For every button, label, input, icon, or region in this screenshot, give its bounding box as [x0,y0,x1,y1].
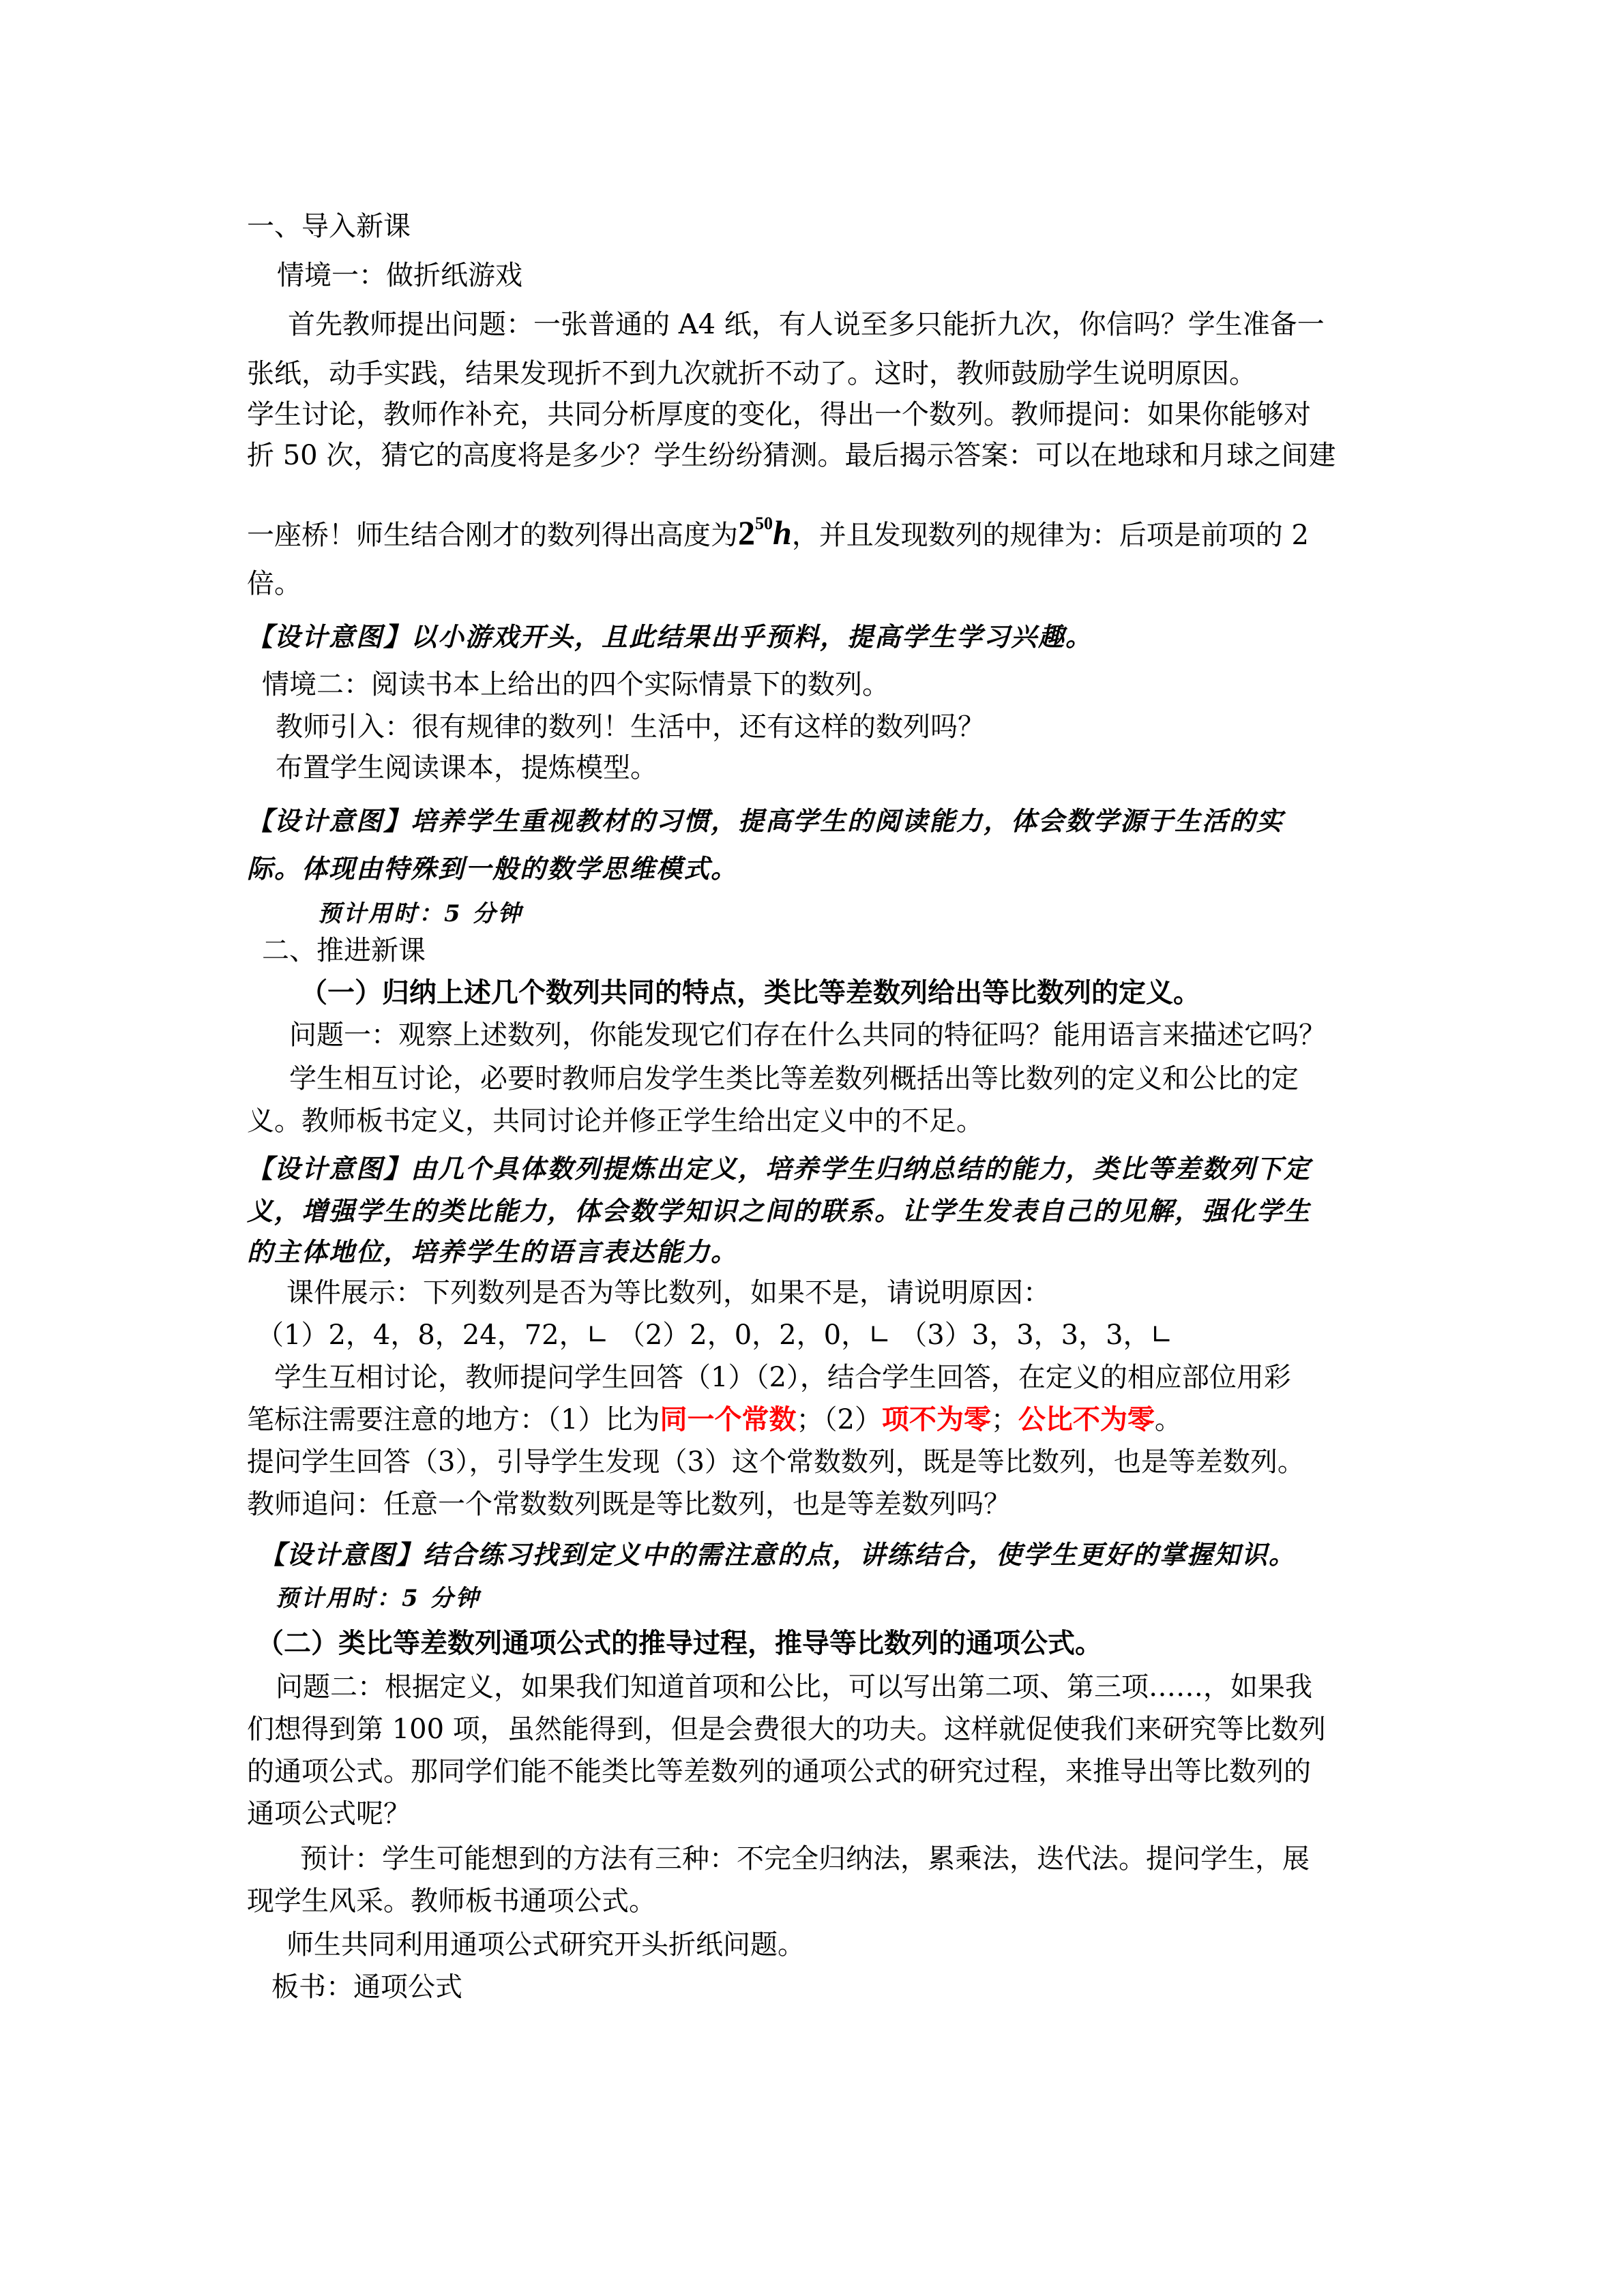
scene2-line2: 布置学生阅读课本，提炼模型。 [276,752,658,784]
scene2-title: 情境二：阅读书本上给出的四个实际情景下的数列。 [262,669,889,700]
discussion-line2-b: ；（2） [796,1404,882,1435]
formula-variable: h [773,513,792,552]
scene1-title: 情境一：做折纸游戏 [277,260,522,291]
subsection1-title: （一）归纳上述几个数列共同的特点，类比等差数列给出等比数列的定义。 [300,977,1200,1009]
sequence-examples: （1）2，4，8，24，72，∟ （2）2，0，2，0，∟ （3）3，3，3，3，∟ [256,1320,1174,1351]
board-line: 板书：通项公式 [271,1971,462,2003]
design-intent-2-line1: 【设计意图】培养学生重视教材的习惯，提高学生的阅读能力，体会数学源于生活的实 [247,805,1284,836]
question1-line3: 义。教师板书定义，共同讨论并修正学生给出定义中的不足。 [247,1105,984,1137]
courseware-show: 课件展示：下列数列是否为等比数列，如果不是，请说明原因： [286,1277,1050,1309]
discussion-line2-a: 笔标注需要注意的地方：（1）比为 [247,1404,660,1435]
highlight-term-nonzero: 项不为零 [881,1404,991,1435]
formula-exponent: 50 [755,513,773,533]
subsection2-title: （二）类比等差数列通项公式的推导过程，推导等比数列的通项公式。 [256,1628,1102,1659]
discussion-line2 [247,1401,1182,1439]
paragraph1-line3: 学生讨论，教师作补充，共同分析厚度的变化，得出一个数列。教师提问：如果你能够对 [247,399,1311,430]
discussion-line4: 教师追问：任意一个常数数列既是等比数列，也是等差数列吗？ [247,1489,1011,1520]
discussion-line3: 提问学生回答（3），引导学生发现（3）这个常数数列，既是等比数列，也是等差数列。 [247,1446,1305,1478]
paragraph1-line1: 首先教师提出问题：一张普通的 A4 纸，有人说至多只能折九次，你信吗？学生准备一 [288,309,1325,340]
design-intent-3-line1: 【设计意图】由几个具体数列提炼出定义，培养学生归纳总结的能力，类比等差数列下定 [247,1153,1312,1184]
question2-line3: 的通项公式。那同学们能不能类比等差数列的通项公式的研究过程，来推导出等比数列的 [247,1756,1311,1787]
highlight-ratio-nonzero: 公比不为零 [1018,1404,1155,1435]
paragraph1-line4: 折 50 次，猜它的高度将是多少？学生纷纷猜测。最后揭示答案：可以在地球和月球之间建 [247,440,1336,471]
section2-heading: 二、推进新课 [262,935,426,966]
paragraph1-line5 [247,505,1309,554]
design-intent-3-line3: 的主体地位，培养学生的语言表达能力。 [247,1236,739,1267]
estimated-time-1: 预计用时：5 分钟 [318,900,523,927]
paragraph1-line5-pre: 一座桥！师生结合刚才的数列得出高度为 [247,520,738,551]
design-intent-4: 【设计意图】结合练习找到定义中的需注意的点，讲练结合，使学生更好的掌握知识。 [259,1539,1297,1570]
design-intent-3-line2: 义，增强学生的类比能力，体会数学知识之间的联系。让学生发表自己的见解，强化学生 [247,1195,1312,1226]
discussion-line2-c: ； [990,1404,1018,1435]
formula-base: 2 [738,513,755,552]
question2-line4: 通项公式呢？ [247,1798,411,1830]
paragraph1-line2: 张纸，动手实践，结果发现折不到九次就折不动了。这时，教师鼓励学生说明原因。 [247,358,1256,389]
discussion-line1: 学生互相讨论，教师提问学生回答（1）（2），结合学生回答，在定义的相应部位用彩 [274,1362,1291,1393]
estimated-time-2: 预计用时：5 分钟 [276,1585,481,1612]
prediction-line2: 现学生风采。教师板书通项公式。 [247,1885,656,1917]
paragraph1-line6: 倍。 [247,568,301,599]
highlight-same-constant: 同一个常数 [660,1404,797,1435]
paragraph1-line5-post: ，并且发现数列的规律为：后项是前项的 2 [791,520,1309,551]
scene2-line1: 教师引入：很有规律的数列！生活中，还有这样的数列吗？ [276,711,985,743]
discussion-line2-d: 。 [1154,1404,1182,1435]
design-intent-1: 【设计意图】以小游戏开头，且此结果出乎预料，提高学生学习兴趣。 [247,621,1093,652]
question1-line2: 学生相互讨论，必要时教师启发学生类比等差数列概括出等比数列的定义和公比的定 [289,1063,1299,1094]
question1: 问题一：观察上述数列，你能发现它们存在什么共同的特征吗？能用语言来描述它吗？ [289,1019,1326,1051]
question2-line2: 们想得到第 100 项，虽然能得到，但是会费很大的功夫。这样就促使我们来研究等比数列 [247,1714,1326,1745]
study-line: 师生共同利用通项公式研究开头折纸问题。 [286,1929,805,1960]
design-intent-2-line2: 际。体现由特殊到一般的数学思维模式。 [247,853,739,884]
section1-heading: 一、导入新课 [247,211,411,242]
height-formula [738,513,792,552]
prediction-line1: 预计：学生可能想到的方法有三种：不完全归纳法，累乘法，迭代法。提问学生，展 [300,1843,1310,1875]
question2-line1: 问题二：根据定义，如果我们知道首项和公比，可以写出第二项、第三项……，如果我 [276,1671,1312,1703]
